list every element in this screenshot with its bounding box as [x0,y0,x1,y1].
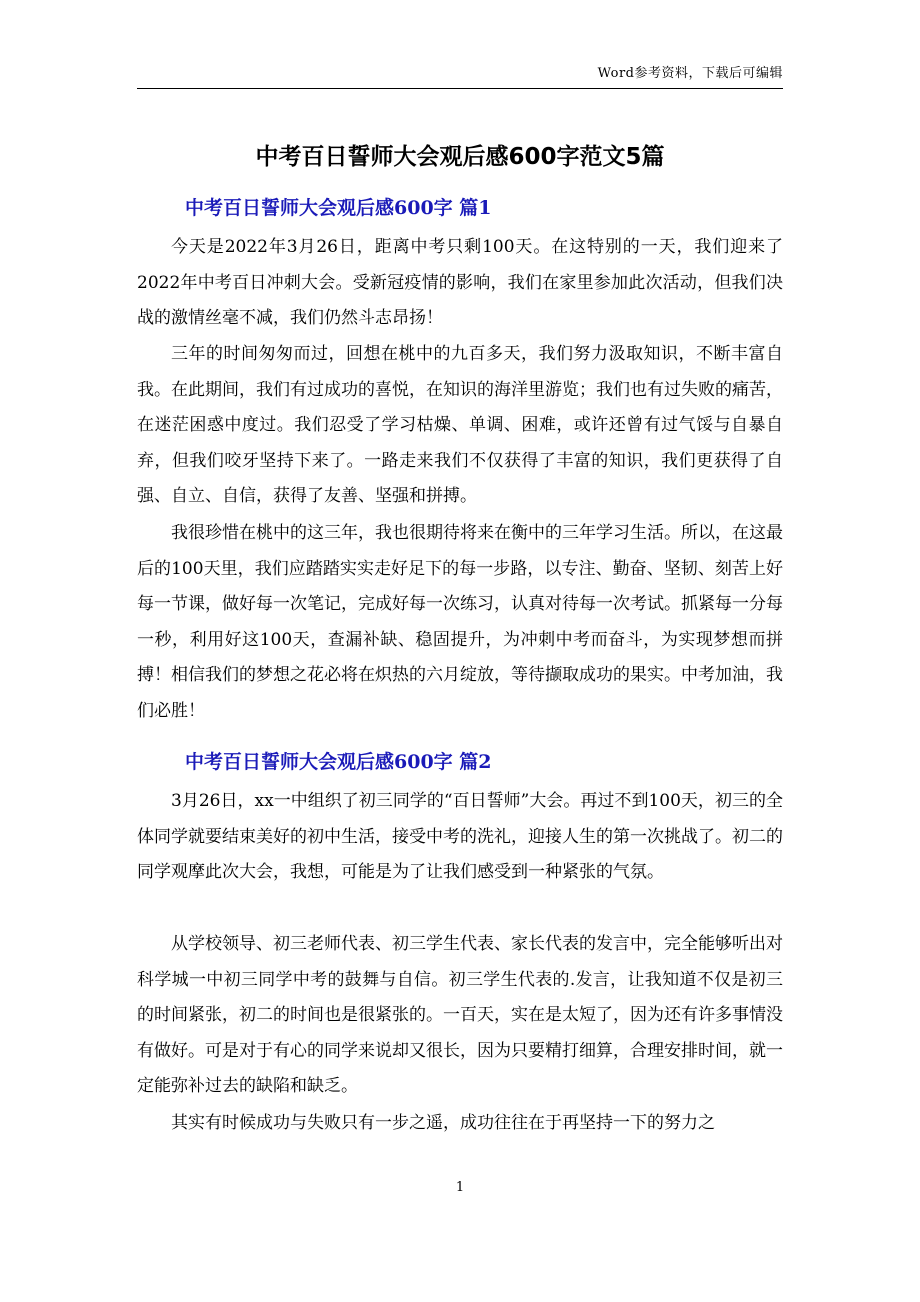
page-number: 1 [455,1180,465,1195]
paragraph-2-3: 其实有时候成功与失败只有一步之遥，成功往往在于再坚持一下的努力之 [171,1113,715,1133]
paragraph-1-2: 三年的时间匆匆而过，回想在桃中的九百多天，我们努力汲取知识，不断丰富自我。在此期间，我们有过成功的喜悦，在知识的海洋里游览；我们也有过失败的痛苦，在迷茫困惑中度过。我们忍受了学习枯燥、单调、困难，或许还曾有过气馁与自暴自弃，但我们咬牙坚持下来了。一路走来我们不仅获得了丰富的知识，我们更获得了自强、自立、自信，获得了友善、坚强和拼搏。 [137,344,783,507]
section-heading-2: 中考百日誓师大会观后感600字 篇2 [185,751,492,773]
header-text: Word参考资料，下载后可编辑 [597,66,783,81]
section-heading-1: 中考百日誓师大会观后感600字 篇1 [185,197,492,219]
paragraph-2-2: 从学校领导、初三老师代表、初三学生代表、家长代表的发言中，完全能够听出对科学城一中初三同学中考的鼓舞与自信。初三学生代表的.发言，让我知道不仅是初三的时间紧张，初二的时间也是很紧张的。一百天，实在是太短了，因为还有许多事情没有做好。可是对于有心的同学来说却又很长，因为只要精打细算，合理安排时间，就一定能弥补过去的缺陷和缺乏。 [137,934,783,1097]
page-header [137,62,783,89]
document-title: 中考百日誓师大会观后感600字范文5篇 [255,144,665,170]
paragraph-2-1: 3月26日，xx一中组织了初三同学的“百日誓师”大会。再过不到100天，初三的全体同学就要结束美好的初中生活，接受中考的洗礼，迎接人生的第一次挑战了。初二的同学观摩此次大会，我想，可能是为了让我们感受到一种紧张的气氛。 [137,791,783,883]
paragraph-1-3: 我很珍惜在桃中的这三年，我也很期待将来在衡中的三年学习生活。所以，在这最后的100天里，我们应踏踏实实走好足下的每一步路，以专注、勤奋、坚韧、刻苦上好每一节课，做好每一次笔记，完成好每一次练习，认真对待每一次考试。抓紧每一分每一秒，利用好这100天，查漏补缺、稳固提升，为冲刺中考而奋斗，为实现梦想而拼搏！相信我们的梦想之花必将在炽热的六月绽放，等待撷取成功的果实。中考加油，我们必胜！ [137,523,783,721]
paragraph-1-1: 今天是2022年3月26日，距离中考只剩100天。在这特别的一天，我们迎来了2022年中考百日冲刺大会。受新冠疫情的影响，我们在家里参加此次活动，但我们决战的激情丝毫不减，我们仍然斗志昂扬！ [137,237,783,329]
